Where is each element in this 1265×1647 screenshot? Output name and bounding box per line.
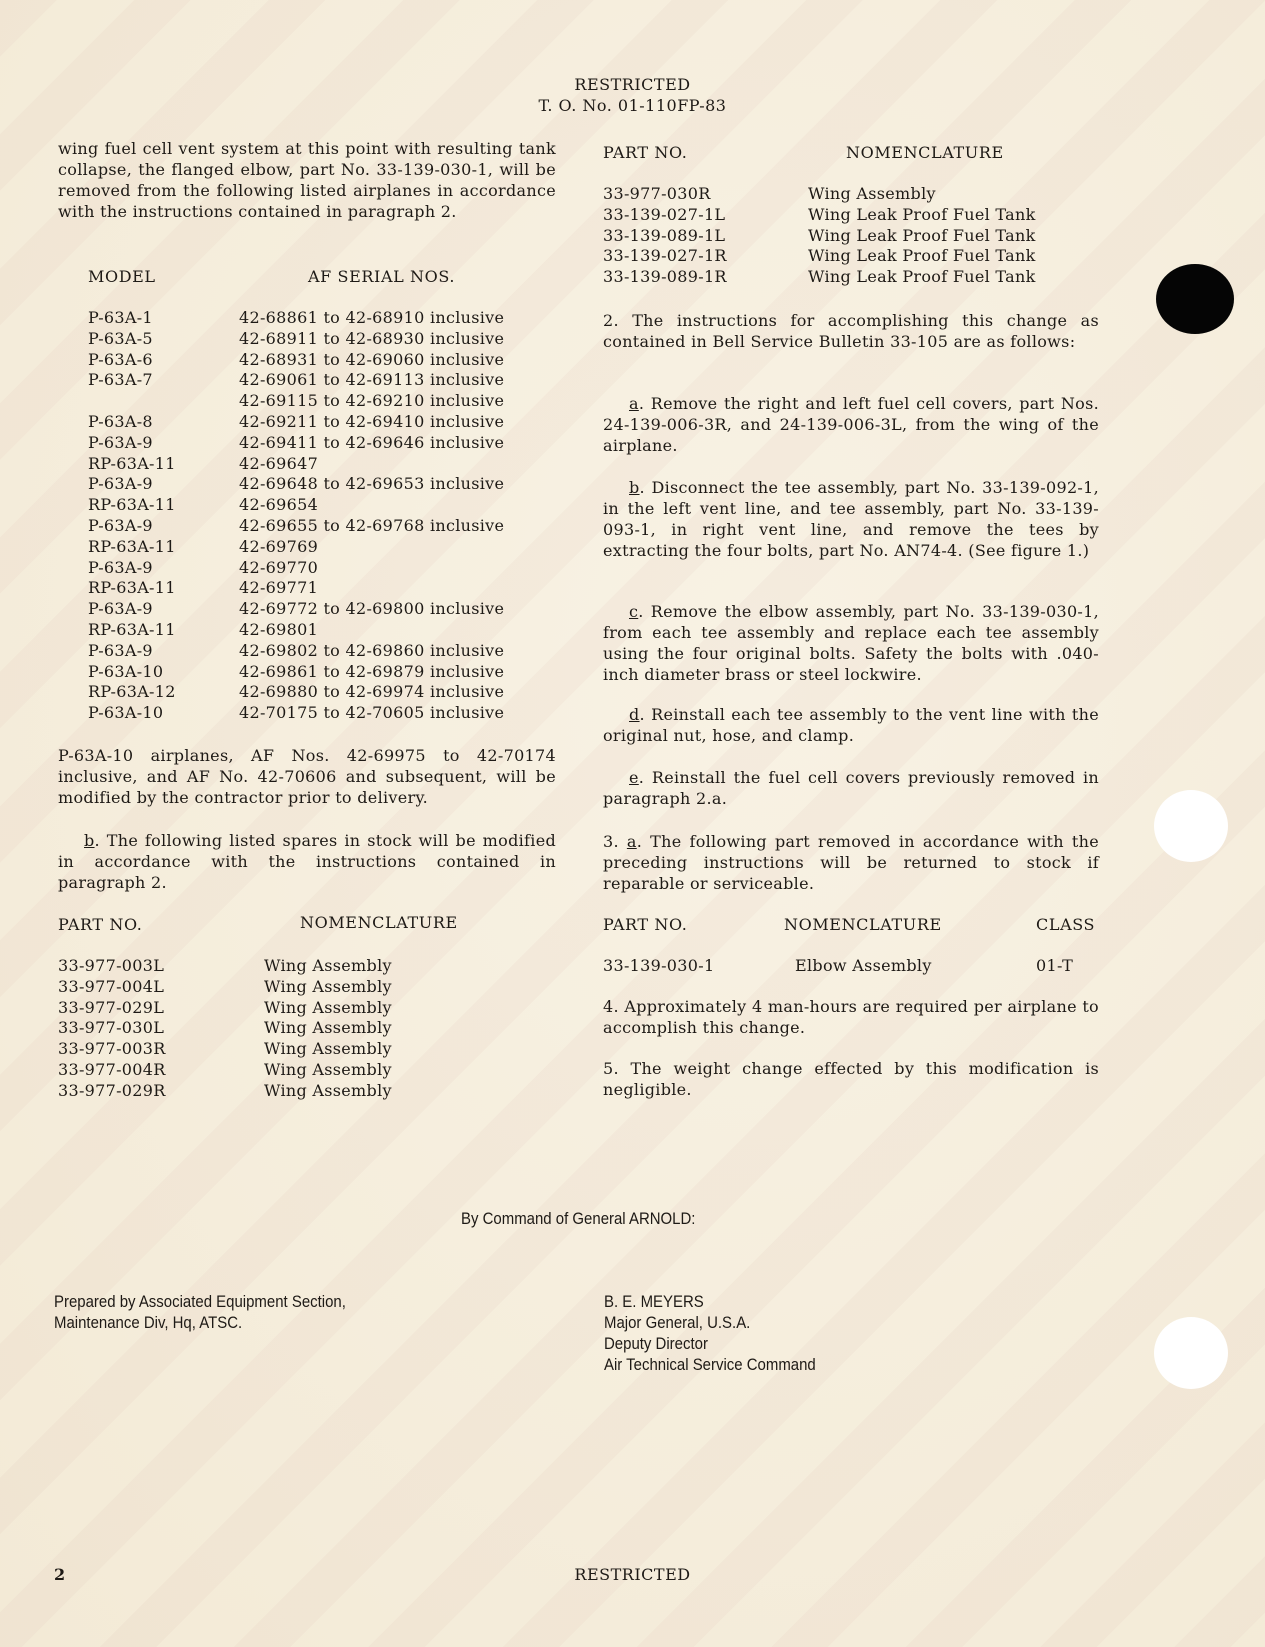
binder-hole-icon [1156,264,1234,334]
step-d [603,704,1099,746]
spare-part-no: 33-139-089-1R [603,267,727,287]
airplane-serial: 42-69772 to 42-69800 inclusive [239,599,505,619]
step-label: c [629,602,639,621]
serial-header: AF SERIAL NOS. [308,267,456,286]
step-label: d [629,705,640,724]
airplane-serial: 42-69654 [239,495,319,515]
airplane-model: RP-63A-11 [88,620,176,639]
step-label: b [629,478,640,497]
signer-organization: Air Technical Service Command [604,1355,816,1374]
returned-part-header: PART NO. [603,915,688,934]
airplane-serial: 42-69880 to 42-69974 inclusive [239,682,505,702]
nomenclature-header: NOMENCLATURE [300,913,458,932]
airplane-model: P-63A-9 [88,599,153,619]
spare-nomenclature: Wing Assembly [264,976,392,996]
spare-nomenclature: Wing Leak Proof Fuel Tank [808,246,1036,266]
step-c [603,601,1099,685]
spare-part-no: 33-139-027-1R [603,246,727,266]
nomenclature-header-cont: NOMENCLATURE [846,143,1004,162]
airplane-serial: 42-69770 [239,557,319,577]
spare-nomenclature: Wing Assembly [264,1018,392,1038]
footer-classification: RESTRICTED [574,1565,691,1584]
step-text: . Reinstall the fuel cell covers previously removed in paragraph 2.a. [603,768,1099,808]
airplane-model: P-63A-9 [88,432,153,452]
spare-nomenclature: Wing Leak Proof Fuel Tank [808,225,1036,245]
airplane-serial: 42-69211 to 42-69410 inclusive [239,412,505,431]
returned-nomenclature-header: NOMENCLATURE [784,915,942,934]
spare-part-no: 33-977-029R [58,1080,166,1100]
paragraph-4: 4. Approximately 4 man-hours are required per airplane to accomplish this change. [603,997,1099,1037]
airplane-model: P-63A-8 [88,412,153,431]
airplane-serial: 42-69411 to 42-69646 inclusive [239,432,505,452]
paragraph-3a-label: a [626,832,637,851]
airplane-serial: 42-69771 [239,578,319,598]
step-text: . Remove the right and left fuel cell covers, part Nos. 24-139-006-3R, and 24-139-006-3L, from the wing of the airplane. [603,394,1099,455]
paragraph-3-number: 3. [603,832,627,851]
header-classification: RESTRICTED [574,75,691,94]
intro-paragraph: wing fuel cell vent system at this point with resulting tank collapse, the flanged elbow, part No. 33-139-030-1, will be removed from the following listed airplanes in accordance with the instructions contained in paragraph 2. [58,139,556,221]
page-number: 2 [54,1565,66,1584]
signer-name: B. E. MEYERS [604,1292,704,1311]
airplane-serial: 42-69861 to 42-69879 inclusive [239,661,505,681]
airplane-serial: 42-68911 to 42-68930 inclusive [239,328,505,348]
airplane-model: P-63A-9 [88,640,153,660]
step-e [603,767,1099,809]
spare-nomenclature: Wing Assembly [264,1080,392,1100]
spare-part-no: 33-977-003R [58,1039,166,1059]
spare-part-no: 33-139-089-1L [603,225,726,245]
airplane-model: RP-63A-12 [88,682,176,702]
paragraph-b [58,830,556,893]
returned-class-header: CLASS [1036,915,1096,934]
returned-part-no: 33-139-030-1 [603,956,715,975]
airplane-serial: 42-69655 to 42-69768 inclusive [239,516,505,535]
airplane-model: P-63A-7 [88,370,153,390]
airplane-serial: 42-68861 to 42-68910 inclusive [239,308,505,327]
airplane-model: P-63A-10 [88,661,164,681]
airplane-serial: 42-69647 [239,453,319,473]
spare-part-no: 33-977-029L [58,997,165,1017]
paragraph-b-label: b [84,831,95,850]
paragraph-5: 5. The weight change effected by this modification is negligible. [603,1059,1099,1099]
step-b [603,477,1099,561]
paragraph-2: 2. The instructions for accomplishing this change as contained in Bell Service Bulletin 33-105 are as follows: [603,311,1099,351]
airplane-serial: 42-70175 to 42-70605 inclusive [239,703,505,723]
airplane-serial: 42-69648 to 42-69653 inclusive [239,474,505,494]
step-label: e [629,768,639,787]
part-no-header: PART NO. [58,915,143,934]
airplane-model: RP-63A-11 [88,495,176,515]
spare-part-no: 33-977-004L [58,976,165,996]
spare-part-no: 33-977-030R [603,184,711,203]
spare-nomenclature: Wing Leak Proof Fuel Tank [808,204,1036,224]
step-text: . Reinstall each tee assembly to the vent line with the original nut, hose, and clamp. [603,705,1099,745]
spare-part-no: 33-977-004R [58,1060,166,1079]
airplane-model: P-63A-10 [88,703,164,723]
airplane-model: P-63A-5 [88,328,153,348]
returned-nomenclature: Elbow Assembly [795,956,932,975]
step-text: . Remove the elbow assembly, part No. 33-139-030-1, from each tee assembly and replace each tee assembly using the four original bolts. Safety the bolts with .040-inch diameter brass or steel lockwire. [603,602,1099,684]
paragraph-3a-text: . The following part removed in accordance with the preceding instructions will be returned to stock if reparable or serviceable. [603,832,1099,893]
prepared-by-line-2: Maintenance Div, Hq, ATSC. [54,1313,243,1332]
binder-hole-icon [1154,790,1228,862]
airplane-model: RP-63A-11 [88,453,176,473]
airplane-serial: 42-69802 to 42-69860 inclusive [239,640,505,660]
prepared-by-line-1: Prepared by Associated Equipment Section, [54,1292,346,1311]
paragraph-b-text: . The following listed spares in stock will be modified in accordance with the instructions contained in paragraph 2. [58,831,556,892]
airplane-model: P-63A-9 [88,474,153,494]
airplane-model: P-63A-6 [88,349,153,369]
spare-part-no: 33-139-027-1L [603,204,726,224]
signer-title: Deputy Director [604,1334,708,1353]
step-a [603,393,1099,456]
airplane-model: RP-63A-11 [88,578,176,598]
spare-part-no: 33-977-003L [58,956,165,975]
airplane-serial: 42-69115 to 42-69210 inclusive [239,391,505,411]
spare-nomenclature: Wing Assembly [264,1039,392,1059]
contractor-paragraph: P-63A-10 airplanes, AF Nos. 42-69975 to 42-70174 inclusive, and AF No. 42-70606 and subsequent, will be modified by the contractor prior to delivery. [58,746,556,807]
airplane-serial: 42-69061 to 42-69113 inclusive [239,370,505,390]
spare-nomenclature: Wing Leak Proof Fuel Tank [808,267,1036,287]
spare-nomenclature: Wing Assembly [264,956,392,975]
airplane-model: P-63A-9 [88,516,153,535]
spare-nomenclature: Wing Assembly [264,997,392,1017]
header-to-number: T. O. No. 01-110FP-83 [538,96,727,115]
spare-nomenclature: Wing Assembly [808,184,936,203]
airplane-model: P-63A-1 [88,308,153,327]
returned-class: 01-T [1036,956,1074,975]
binder-hole-icon [1154,1317,1228,1389]
spare-part-no: 33-977-030L [58,1018,165,1038]
command-line: By Command of General ARNOLD: [461,1209,696,1228]
signer-rank: Major General, U.S.A. [604,1313,751,1332]
airplane-serial: 42-68931 to 42-69060 inclusive [239,349,505,369]
step-text: . Disconnect the tee assembly, part No. 33-139-092-1, in the left vent line, and tee assembly, part No. 33-139-093-1, in right vent line, and remove the tees by extracting the four bolts, part No. AN74-4. (See figure 1.) [603,478,1099,560]
paragraph-3a [603,831,1099,894]
part-no-header-cont: PART NO. [603,143,688,162]
model-header: MODEL [88,267,156,286]
airplane-serial: 42-69801 [239,620,319,639]
airplane-serial: 42-69769 [239,536,319,556]
airplane-model: P-63A-9 [88,557,153,577]
step-label: a [629,394,639,413]
airplane-model: RP-63A-11 [88,536,176,556]
spare-nomenclature: Wing Assembly [264,1060,392,1079]
